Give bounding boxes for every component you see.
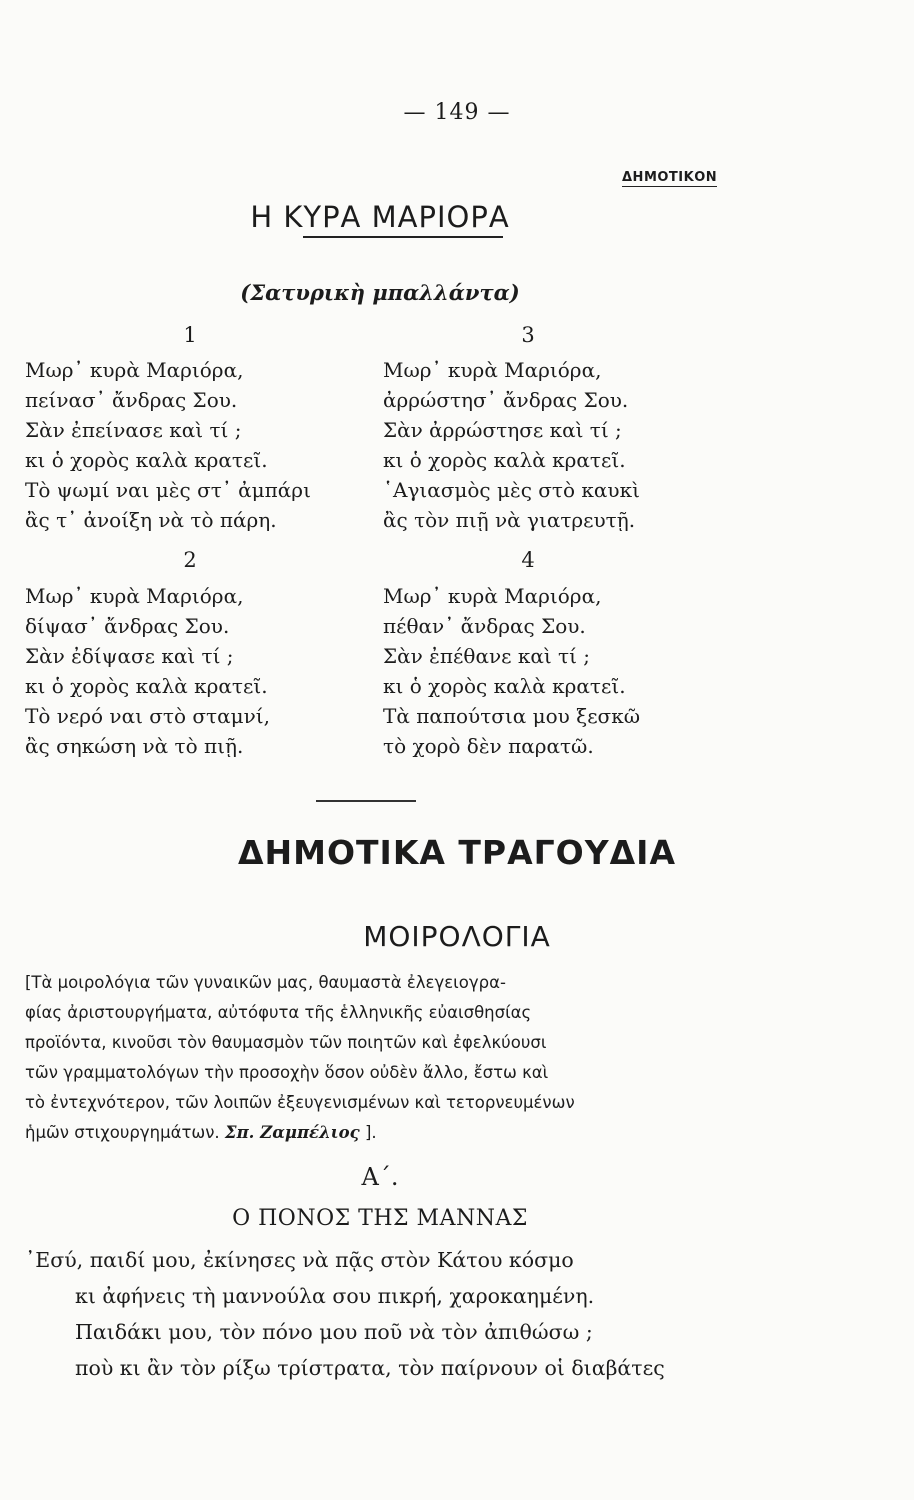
poem-section-letter: Α΄. [361,1163,399,1191]
verse-line: κι ὁ χορὸς καλὰ κρατεῖ. [25,448,268,472]
page-number: — 149 — [403,100,511,125]
poem-line: κι ἀφήνεις τὴ μαννούλα σου πικρή, χαροκαημένη. [75,1284,595,1308]
poem-line: ποὺ κι ἂν τὸν ρίξω τρίστρατα, τὸν παίρνουν οἱ διαβάτες [75,1356,665,1380]
verse-line: δίψασ᾽ ἄνδρας Σου. [25,614,230,638]
verse-line: Τὰ παπούτσια μου ξεσκῶ [383,704,641,728]
verse-line: Μωρ᾽ κυρὰ Μαριόρα, [383,584,602,608]
verse-line: Μωρ᾽ κυρὰ Μαριόρα, [25,358,244,382]
intro-line: τὸ ἐντεχνότερον, τῶν λοιπῶν ἐξευγενισμένων καὶ τετορνευμένων [25,1093,575,1112]
verse-line: Σὰν ἐδίψασε καὶ τί ; [25,644,234,668]
verse-line: πείνασ᾽ ἄνδρας Σου. [25,388,238,412]
stanza-number: 4 [521,548,535,572]
verse-line: πέθαν᾽ ἄνδρας Σου. [383,614,586,638]
poem-line: Παιδάκι μου, τὸν πόνο μου ποῦ νὰ τὸν ἀπιθώσω ; [75,1320,593,1344]
intro-line: ἡμῶν στιχουργημάτων. [25,1123,220,1142]
verse-line: κι ὁ χορὸς καλὰ κρατεῖ. [383,448,626,472]
poem-title: Ο ΠΟΝΟΣ ΤΗΣ ΜΑΝΝΑΣ [232,1206,528,1231]
song-title: Η ΚΥΡΑ ΜΑΡΙΟΡΑ [250,200,510,234]
intro-last-line [25,1118,745,1148]
verse-line: Σὰν ἀρρώστησε καὶ τί ; [383,418,622,442]
stanza-3 [383,358,640,538]
poem-body [25,1248,665,1392]
intro-close: ]. [364,1123,377,1142]
section-tag: ΔΗΜΟΤΙΚΟΝ [622,170,718,185]
verse-line: τὸ χορὸ δὲν παρατῶ. [383,734,594,758]
stanza-2 [25,584,270,764]
section-subtitle: ΜΟΙΡΟΛΟΓΙΑ [363,920,551,953]
intro-line: τῶν γραμματολόγων τὴν προσοχὴν ὅσον οὐδὲν ἄλλο, ἔστω καὶ [25,1063,549,1082]
verse-line: Σὰν ἐπέθανε καὶ τί ; [383,644,591,668]
verse-line: Σὰν ἐπείνασε καὶ τί ; [25,418,242,442]
verse-line: ἀρρώστησ᾽ ἄνδρας Σου. [383,388,629,412]
verse-line: κι ὁ χορὸς καλὰ κρατεῖ. [383,674,626,698]
stanza-number: 3 [521,323,535,347]
stanza-4 [383,584,640,764]
intro-paragraph [25,968,745,1148]
verse-line: Μωρ᾽ κυρὰ Μαριόρα, [25,584,244,608]
intro-author: Σπ. Ζαμπέλιος [224,1123,360,1142]
section-title: ΔΗΜΟΤΙΚΑ ΤΡΑΓΟΥΔΙΑ [237,833,676,872]
verse-line: κι ὁ χορὸς καλὰ κρατεῖ. [25,674,268,698]
poem-line: ᾿Εσύ, παιδί μου, ἐκίνησες νὰ πᾷς στὸν Κάτου κόσμο [25,1248,574,1272]
verse-line: ἂς τὸν πιῇ νὰ γιατρευτῇ. [383,508,636,532]
title-divider [303,236,503,238]
verse-line: ῾Αγιασμὸς μὲς στὸ καυκὶ [383,478,640,502]
verse-line: Τὸ νερό ναι στὸ σταμνί, [25,704,270,728]
stanza-number: 1 [183,323,197,347]
verse-line: ἂς σηκώση νὰ τὸ πιῇ. [25,734,244,758]
intro-line: φίας ἀριστουργήματα, αὐτόφυτα τῆς ἑλληνικῆς εὐαισθησίας [25,1003,532,1022]
verse-line: ἂς τ᾽ ἀνοίξη νὰ τὸ πάρη. [25,508,277,532]
stanza-1 [25,358,311,538]
intro-line: [Τὰ μοιρολόγια τῶν γυναικῶν μας, θαυμαστὰ ἐλεγειογρα- [25,973,506,992]
song-subtitle: (Σατυρικὴ μπαλλάντα) [240,280,520,305]
stanza-number: 2 [183,548,197,572]
verse-line: Τὸ ψωμί ναι μὲς στ᾽ ἀμπάρι [25,478,311,502]
verse-line: Μωρ᾽ κυρὰ Μαριόρα, [383,358,602,382]
intro-line: προϊόντα, κινοῦσι τὸν θαυμασμὸν τῶν ποιητῶν καὶ ἐφελκύουσι [25,1033,547,1052]
section-divider [316,800,416,802]
